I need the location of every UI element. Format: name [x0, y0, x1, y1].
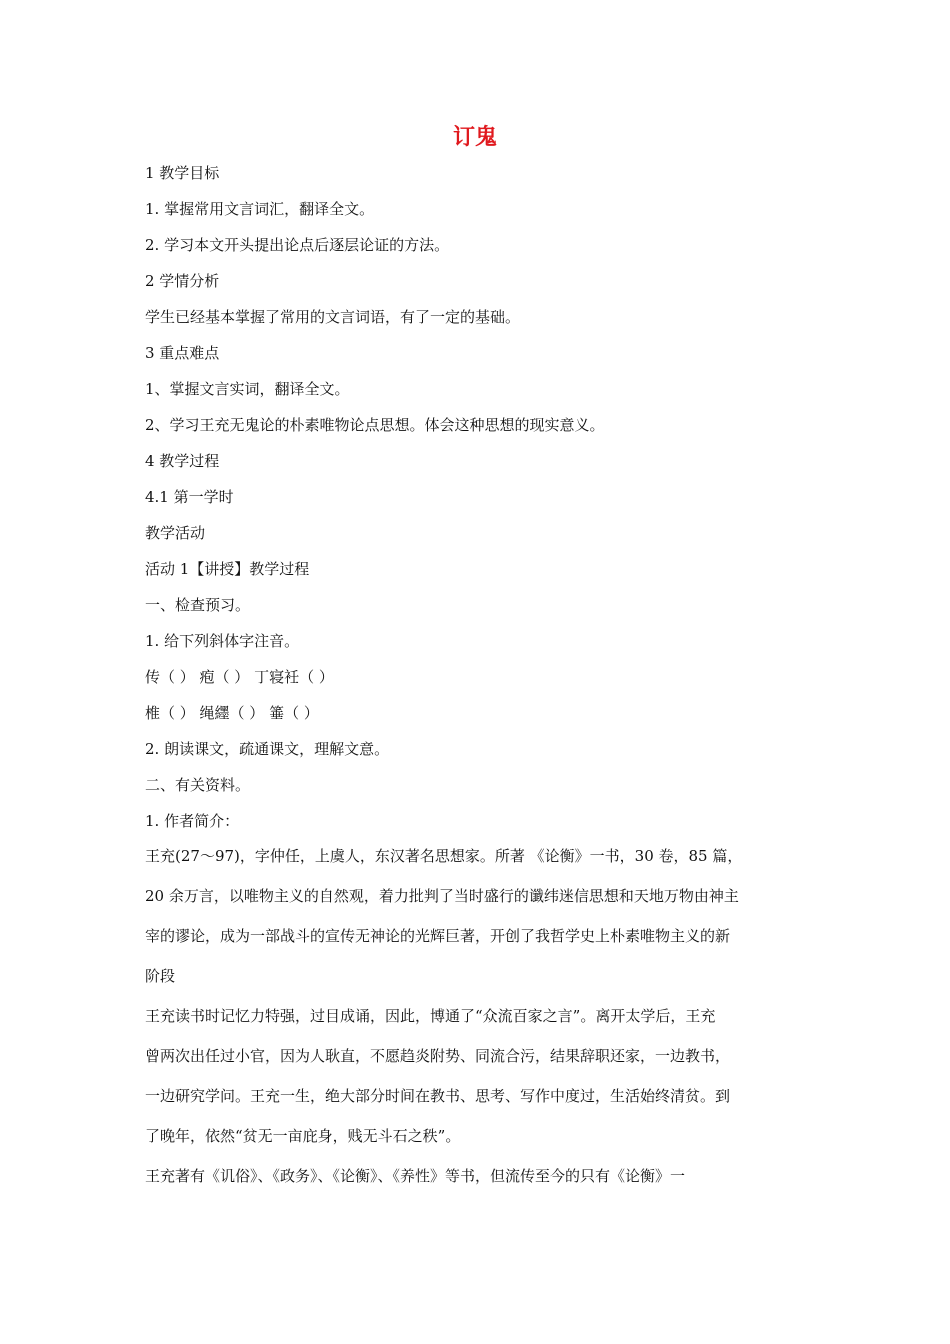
pronunciation-row-2: 椎（ ） 绳纆（ ） 箠（ ） — [145, 704, 319, 722]
preview-item-1: 1. 给下列斜体字注音。 — [145, 632, 300, 650]
subheading-first-lesson: 4.1 第一学时 — [145, 488, 234, 506]
paragraph-line: 王充著有《讥俗》、《政务》、《论衡》、《养性》等书，但流传至今的只有《论衡》一 — [145, 1167, 686, 1185]
heading-student-analysis: 2 学情分析 — [145, 272, 220, 290]
paragraph-line: 20 余万言，以唯物主义的自然观，着力批判了当时盛行的谶纬迷信思想和天地万物由神主 — [145, 887, 739, 905]
heading-teaching-process: 4 教学过程 — [145, 452, 220, 470]
pronunciation-row-1: 传（ ） 疱（ ） 丁寝衽（ ） — [145, 668, 334, 686]
section-check-preview: 一、检查预习。 — [145, 596, 251, 614]
goal-item-2: 2. 学习本文开头提出论点后逐层论证的方法。 — [145, 236, 450, 254]
paragraph-line: 曾两次出任过小官，因为人耿直，不愿趋炎附势、同流合污，结果辞职还家，一边教书， — [145, 1047, 731, 1065]
teaching-activities-label: 教学活动 — [145, 524, 206, 542]
paragraph-line: 一边研究学问。王充一生，绝大部分时间在教书、思考、写作中度过，生活始终清贫。到 — [145, 1087, 731, 1105]
author-paragraph-2 — [145, 996, 840, 1156]
paragraph-line: 了晚年，依然“贫无一亩庇身，贱无斗石之秩”。 — [145, 1127, 461, 1145]
document-title: 订鬼 — [452, 124, 497, 150]
author-intro-heading: 1. 作者简介： — [145, 812, 240, 830]
paragraph-line: 王充读书时记忆力特强，过目成诵，因此，博通了“众流百家之言”。离开太学后，王充 — [145, 1007, 716, 1025]
author-paragraph-3 — [145, 1156, 840, 1196]
heading-teaching-goals: 1 教学目标 — [145, 164, 220, 182]
key-point-1: 1、掌握文言实词，翻译全文。 — [145, 380, 350, 398]
section-related-materials: 二、有关资料。 — [145, 776, 251, 794]
preview-item-2: 2. 朗读课文，疏通课文，理解文意。 — [145, 740, 390, 758]
heading-key-points: 3 重点难点 — [145, 344, 220, 362]
paragraph-line: 阶段 — [145, 967, 176, 985]
paragraph-line: 宰的谬论，成为一部战斗的宣传无神论的光辉巨著，开创了我哲学史上朴素唯物主义的新 — [145, 927, 731, 945]
key-point-2: 2、学习王充无鬼论的朴素唯物论点思想。体会这种思想的现实意义。 — [145, 416, 605, 434]
student-analysis-text: 学生已经基本掌握了常用的文言词语，有了一定的基础。 — [145, 308, 521, 326]
activity-1-label: 活动 1【讲授】教学过程 — [145, 560, 310, 578]
goal-item-1: 1. 掌握常用文言词汇，翻译全文。 — [145, 200, 375, 218]
paragraph-line: 王充(27～97)，字仲任，上虞人，东汉著名思想家。所著 《论衡》一书，30 卷，85 篇， — [145, 847, 743, 865]
author-paragraph-1 — [145, 836, 840, 996]
